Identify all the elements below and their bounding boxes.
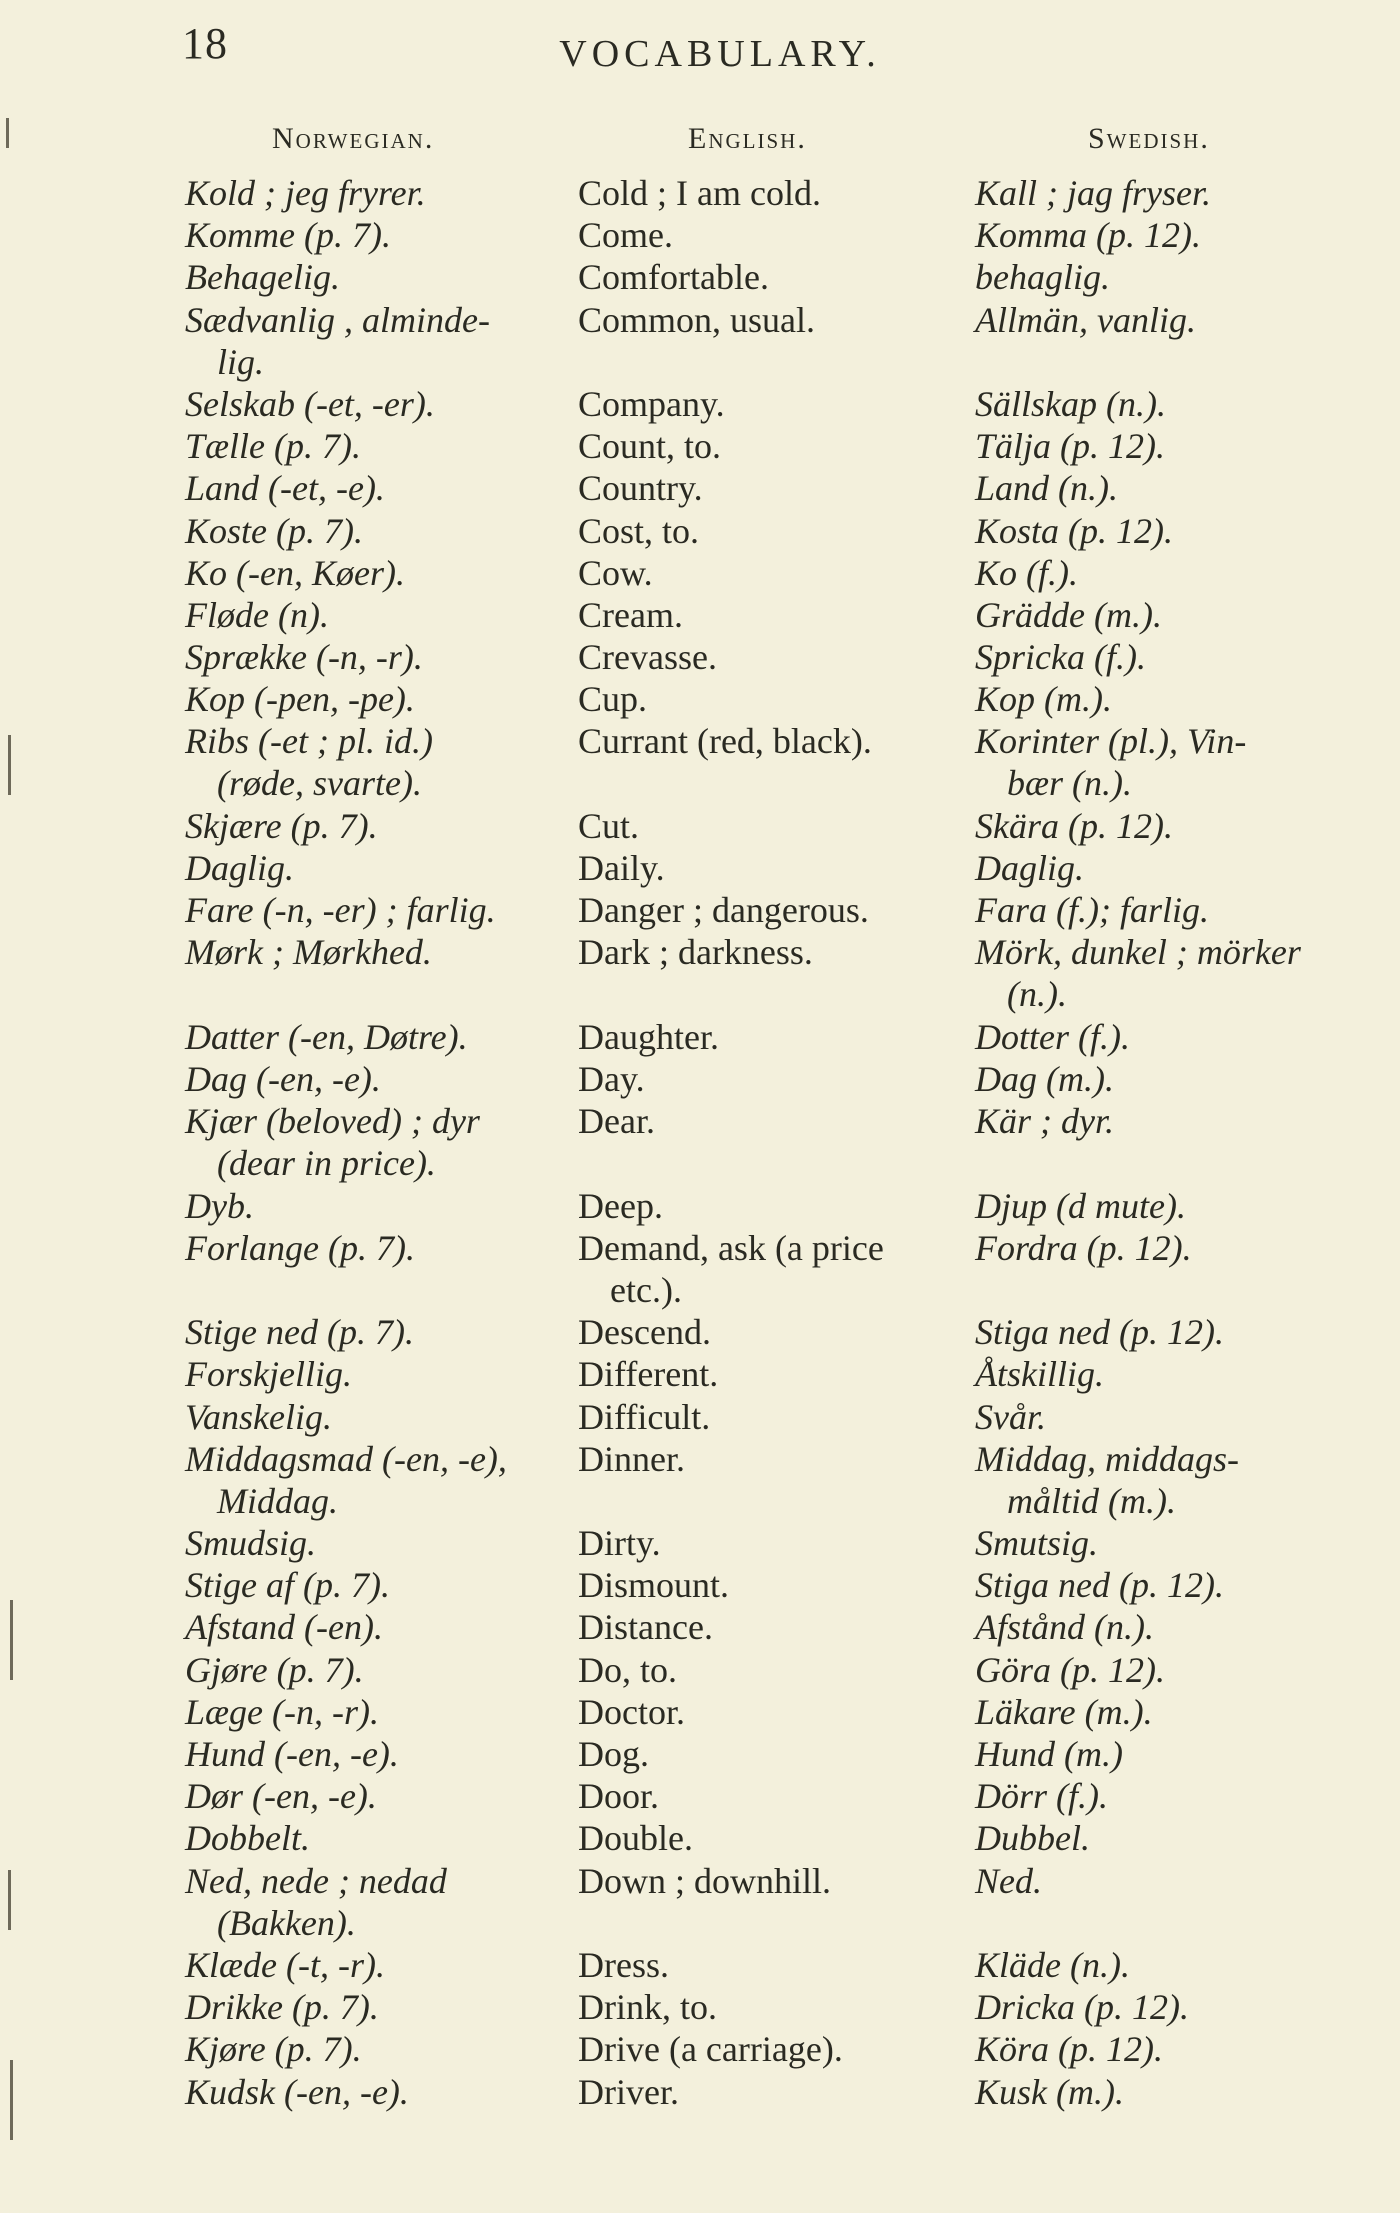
english-term-line: Comfortable. — [578, 257, 769, 298]
swedish-term-continuation: måltid (m.). — [1007, 1480, 1176, 1521]
swedish-term — [975, 847, 1355, 889]
english-term — [578, 636, 968, 678]
english-term — [578, 1564, 968, 1606]
scan-mark — [6, 118, 9, 148]
swedish-term — [975, 214, 1355, 256]
swedish-term — [975, 1775, 1355, 1817]
swedish-term-line: Mörk, dunkel ; mörker — [975, 932, 1301, 973]
norwegian-term-line: Komme (p. 7). — [185, 215, 391, 256]
english-term-line: Drive (a carriage). — [578, 2029, 843, 2070]
norwegian-term — [185, 256, 565, 298]
swedish-term-line: Göra (p. 12). — [975, 1649, 1165, 1690]
english-term — [578, 299, 968, 341]
english-term-line: Double. — [578, 1818, 693, 1859]
english-term-line: Different. — [578, 1354, 719, 1395]
swedish-term-line: Afstånd (n.). — [975, 1607, 1154, 1648]
norwegian-term — [185, 805, 565, 847]
column-header-norwegian: Norwegian. — [272, 122, 435, 155]
norwegian-term-line: Kjøre (p. 7). — [185, 2029, 362, 2070]
swedish-term-line: Kosta (p. 12). — [975, 510, 1173, 551]
running-head: VOCABULARY. — [559, 33, 881, 75]
swedish-term — [975, 889, 1355, 931]
english-term — [578, 425, 968, 467]
english-term — [578, 172, 968, 214]
swedish-term-line: Sällskap (n.). — [975, 383, 1166, 424]
english-term-line: Dark ; darkness. — [578, 932, 813, 973]
vocabulary-row — [0, 1311, 1400, 1353]
english-term — [578, 1058, 968, 1100]
vocabulary-row — [0, 1185, 1400, 1227]
english-term — [578, 256, 968, 298]
english-term-line: Come. — [578, 215, 673, 256]
swedish-term — [975, 1058, 1355, 1100]
english-term — [578, 1691, 968, 1733]
norwegian-term-line: Middagsmad (-en, -e), — [185, 1438, 507, 1479]
english-term-line: Doctor. — [578, 1691, 685, 1732]
norwegian-term-line: Tælle (p. 7). — [185, 426, 361, 467]
english-term-line: Driver. — [578, 2071, 679, 2112]
english-term — [578, 1649, 968, 1691]
swedish-term-line: Daglig. — [975, 848, 1085, 889]
norwegian-term-continuation: Middag. — [217, 1480, 338, 1521]
vocabulary-row — [0, 467, 1400, 509]
swedish-term-line: Allmän, vanlig. — [975, 299, 1196, 340]
vocabulary-row — [0, 1100, 1400, 1184]
vocabulary-row — [0, 1733, 1400, 1775]
english-term-line: Deep. — [578, 1185, 663, 1226]
norwegian-term — [185, 1986, 565, 2028]
english-term — [578, 678, 968, 720]
english-term — [578, 1775, 968, 1817]
vocabulary-row — [0, 678, 1400, 720]
vocabulary-list — [0, 172, 1400, 2113]
norwegian-term — [185, 1606, 565, 1648]
english-term-line: Drink, to. — [578, 1987, 717, 2028]
scan-mark — [8, 735, 11, 795]
english-term-line: Cup. — [578, 679, 648, 720]
vocabulary-row — [0, 1522, 1400, 1564]
vocabulary-row — [0, 425, 1400, 467]
scan-mark — [8, 1870, 11, 1930]
norwegian-term — [185, 847, 565, 889]
swedish-term — [975, 1606, 1355, 1648]
vocabulary-row — [0, 1775, 1400, 1817]
norwegian-term-line: Hund (-en, -e). — [185, 1734, 399, 1775]
english-term-line: Dog. — [578, 1734, 649, 1775]
english-term-line: Cut. — [578, 805, 640, 846]
english-term-line: Daughter. — [578, 1016, 719, 1057]
vocabulary-row — [0, 931, 1400, 1015]
swedish-term — [975, 1649, 1355, 1691]
norwegian-term — [185, 636, 565, 678]
norwegian-term — [185, 1564, 565, 1606]
norwegian-term-line: Afstand (-en). — [185, 1607, 383, 1648]
swedish-term-line: Middag, middags- — [975, 1438, 1239, 1479]
vocabulary-row — [0, 256, 1400, 298]
vocabulary-row — [0, 1860, 1400, 1944]
vocabulary-row — [0, 1227, 1400, 1311]
english-term — [578, 383, 968, 425]
english-term-line: Demand, ask (a price — [578, 1227, 884, 1268]
vocabulary-row — [0, 1944, 1400, 1986]
swedish-term-line: Köra (p. 12). — [975, 2029, 1163, 2070]
swedish-term-line: Dörr (f.). — [975, 1776, 1108, 1817]
swedish-term — [975, 805, 1355, 847]
norwegian-term — [185, 1860, 565, 1944]
english-term-line: Danger ; dangerous. — [578, 890, 869, 931]
swedish-term — [975, 1396, 1355, 1438]
norwegian-term-continuation: (Bakken). — [217, 1902, 356, 1943]
english-term — [578, 2071, 968, 2113]
vocabulary-row — [0, 720, 1400, 804]
page-number: 18 — [182, 19, 228, 68]
english-term-line: Do, to. — [578, 1649, 677, 1690]
swedish-term — [975, 1016, 1355, 1058]
norwegian-term — [185, 552, 565, 594]
vocabulary-row — [0, 510, 1400, 552]
swedish-term — [975, 299, 1355, 341]
norwegian-term — [185, 1691, 565, 1733]
vocabulary-row — [0, 1691, 1400, 1733]
norwegian-term — [185, 1733, 565, 1775]
vocabulary-row — [0, 552, 1400, 594]
swedish-term — [975, 1100, 1355, 1142]
vocabulary-row — [0, 1606, 1400, 1648]
english-term-line: Descend. — [578, 1312, 711, 1353]
swedish-term-line: Kall ; jag fryser. — [975, 173, 1212, 213]
norwegian-term — [185, 299, 565, 383]
english-term — [578, 889, 968, 931]
norwegian-term-line: Skjære (p. 7). — [185, 805, 378, 846]
english-term — [578, 1227, 968, 1311]
english-term — [578, 467, 968, 509]
swedish-term — [975, 552, 1355, 594]
swedish-term-line: Kär ; dyr. — [975, 1101, 1115, 1142]
english-term — [578, 1733, 968, 1775]
vocabulary-row — [0, 1016, 1400, 1058]
vocabulary-row — [0, 299, 1400, 383]
english-term-line: Dress. — [578, 1944, 669, 1985]
norwegian-term — [185, 2028, 565, 2070]
english-term — [578, 2028, 968, 2070]
english-term — [578, 1606, 968, 1648]
norwegian-term — [185, 889, 565, 931]
norwegian-term-line: Forskjellig. — [185, 1354, 352, 1395]
norwegian-term-line: Dobbelt. — [185, 1818, 310, 1859]
swedish-term — [975, 1944, 1355, 1986]
swedish-term — [975, 425, 1355, 467]
swedish-term — [975, 1860, 1355, 1902]
norwegian-term — [185, 678, 565, 720]
english-term-line: Cow. — [578, 552, 653, 593]
english-term-line: Common, usual. — [578, 299, 816, 340]
norwegian-term — [185, 1100, 565, 1184]
english-term — [578, 1817, 968, 1859]
vocabulary-row — [0, 1986, 1400, 2028]
english-term — [578, 1522, 968, 1564]
norwegian-term-line: Koste (p. 7). — [185, 510, 363, 551]
norwegian-term-line: Stige af (p. 7). — [185, 1565, 390, 1606]
english-term — [578, 1396, 968, 1438]
english-term-continuation: etc.). — [610, 1269, 682, 1310]
norwegian-term — [185, 1522, 565, 1564]
english-term — [578, 1185, 968, 1227]
english-term-line: Crevasse. — [578, 637, 717, 678]
english-term-line: Cold ; I am cold. — [578, 173, 821, 213]
vocabulary-row — [0, 1564, 1400, 1606]
swedish-term — [975, 594, 1355, 636]
swedish-term-line: behaglig. — [975, 257, 1110, 298]
swedish-term-line: Land (n.). — [975, 468, 1118, 509]
vocabulary-row — [0, 805, 1400, 847]
norwegian-term-line: Kjær (beloved) ; dyr — [185, 1101, 480, 1142]
norwegian-term — [185, 172, 565, 214]
swedish-term-line: Dubbel. — [975, 1818, 1090, 1859]
swedish-term-line: Stiga ned (p. 12). — [975, 1565, 1224, 1606]
norwegian-term-line: Selskab (-et, -er). — [185, 383, 435, 424]
english-term — [578, 510, 968, 552]
english-term — [578, 931, 968, 973]
english-term — [578, 1311, 968, 1353]
english-term-line: Currant (red, black). — [578, 721, 872, 762]
norwegian-term-line: Kop (-pen, -pe). — [185, 679, 415, 720]
vocabulary-row — [0, 1649, 1400, 1691]
norwegian-term-line: Fare (-n, -er) ; farlig. — [185, 890, 496, 931]
swedish-term-line: Dag (m.). — [975, 1058, 1114, 1099]
norwegian-term — [185, 2071, 565, 2113]
english-term-line: Dinner. — [578, 1438, 685, 1479]
norwegian-term — [185, 594, 565, 636]
norwegian-term-line: Forlange (p. 7). — [185, 1227, 415, 1268]
norwegian-term-line: Dyb. — [185, 1185, 254, 1226]
norwegian-term — [185, 1311, 565, 1353]
english-term — [578, 1100, 968, 1142]
english-term-line: Dirty. — [578, 1523, 661, 1564]
norwegian-term-line: Sædvanlig , alminde- — [185, 299, 490, 340]
english-term-line: Down ; downhill. — [578, 1860, 832, 1901]
norwegian-term-line: Ned, nede ; nedad — [185, 1860, 447, 1901]
norwegian-term-continuation: lig. — [217, 341, 265, 382]
norwegian-term — [185, 1944, 565, 1986]
norwegian-term-line: Kudsk (-en, -e). — [185, 2071, 409, 2112]
norwegian-term-continuation: (dear in price). — [217, 1143, 436, 1184]
swedish-term-line: Kläde (n.). — [975, 1944, 1130, 1985]
swedish-term-line: Kop (m.). — [975, 679, 1112, 720]
swedish-term — [975, 720, 1355, 804]
norwegian-term — [185, 1058, 565, 1100]
swedish-term-line: Hund (m.) — [975, 1734, 1123, 1775]
norwegian-term — [185, 1817, 565, 1859]
swedish-term-line: Ko (f.). — [975, 552, 1078, 593]
english-term — [578, 847, 968, 889]
swedish-term — [975, 467, 1355, 509]
swedish-term — [975, 1817, 1355, 1859]
english-term-line: Count, to. — [578, 426, 722, 467]
swedish-term — [975, 510, 1355, 552]
norwegian-term — [185, 1353, 565, 1395]
english-term-line: Cost, to. — [578, 510, 700, 551]
norwegian-term — [185, 720, 565, 804]
english-term — [578, 552, 968, 594]
swedish-term — [975, 1564, 1355, 1606]
swedish-term-line: Korinter (pl.), Vin- — [975, 721, 1247, 762]
norwegian-term-line: Ribs (-et ; pl. id.) — [185, 721, 433, 762]
vocabulary-row — [0, 1396, 1400, 1438]
norwegian-term — [185, 1185, 565, 1227]
norwegian-term — [185, 1396, 565, 1438]
norwegian-term — [185, 467, 565, 509]
swedish-term-line: Kusk (m.). — [975, 2071, 1124, 2112]
norwegian-term-line: Læge (-n, -r). — [185, 1691, 379, 1732]
scan-mark — [10, 2060, 13, 2140]
norwegian-term-line: Datter (-en, Døtre). — [185, 1016, 468, 1057]
scan-mark — [10, 1600, 13, 1680]
english-term — [578, 1944, 968, 1986]
norwegian-term — [185, 425, 565, 467]
swedish-term — [975, 1733, 1355, 1775]
vocabulary-row — [0, 214, 1400, 256]
swedish-term — [975, 2028, 1355, 2070]
swedish-term-line: Fara (f.); farlig. — [975, 890, 1209, 931]
swedish-term-line: Grädde (m.). — [975, 594, 1162, 635]
vocabulary-row — [0, 383, 1400, 425]
norwegian-term — [185, 510, 565, 552]
norwegian-term-line: Fløde (n). — [185, 594, 329, 635]
swedish-term-line: Fordra (p. 12). — [975, 1227, 1192, 1268]
norwegian-term-line: Dør (-en, -e). — [185, 1776, 377, 1817]
english-term-line: Cream. — [578, 594, 683, 635]
swedish-term-line: Smutsig. — [975, 1523, 1099, 1564]
norwegian-term-line: Dag (-en, -e). — [185, 1058, 381, 1099]
vocabulary-row — [0, 2028, 1400, 2070]
norwegian-term-line: Gjøre (p. 7). — [185, 1649, 364, 1690]
swedish-term-line: Komma (p. 12). — [975, 215, 1201, 256]
swedish-term — [975, 1227, 1355, 1269]
swedish-term-line: Djup (d mute). — [975, 1185, 1186, 1226]
swedish-term — [975, 1353, 1355, 1395]
norwegian-term-line: Kold ; jeg fryrer. — [185, 173, 426, 213]
norwegian-term — [185, 931, 565, 973]
swedish-term-continuation: (n.). — [1007, 974, 1067, 1015]
norwegian-term-line: Smudsig. — [185, 1523, 317, 1564]
norwegian-term-line: Drikke (p. 7). — [185, 1987, 379, 2028]
english-term — [578, 1016, 968, 1058]
swedish-term — [975, 678, 1355, 720]
english-term-line: Difficult. — [578, 1396, 711, 1437]
english-term — [578, 1438, 968, 1480]
swedish-term — [975, 1311, 1355, 1353]
english-term-line: Company. — [578, 383, 725, 424]
norwegian-term — [185, 1649, 565, 1691]
english-term — [578, 214, 968, 256]
english-term — [578, 805, 968, 847]
swedish-term-line: Tälja (p. 12). — [975, 426, 1166, 467]
swedish-term — [975, 1185, 1355, 1227]
vocabulary-row — [0, 2071, 1400, 2113]
english-term — [578, 1353, 968, 1395]
norwegian-term-line: Klæde (-t, -r). — [185, 1944, 385, 1985]
vocabulary-row — [0, 1058, 1400, 1100]
column-header-swedish: Swedish. — [1088, 122, 1210, 155]
vocabulary-row — [0, 847, 1400, 889]
norwegian-term — [185, 1775, 565, 1817]
english-term-line: Daily. — [578, 848, 665, 889]
swedish-term — [975, 1691, 1355, 1733]
english-term-line: Day. — [578, 1058, 645, 1099]
swedish-term-line: Skära (p. 12). — [975, 805, 1173, 846]
swedish-term — [975, 383, 1355, 425]
swedish-term-line: Dricka (p. 12). — [975, 1987, 1189, 2028]
vocabulary-row — [0, 1438, 1400, 1522]
vocabulary-row — [0, 889, 1400, 931]
norwegian-term-line: Ko (-en, Køer). — [185, 552, 405, 593]
norwegian-term — [185, 1016, 565, 1058]
norwegian-term-line: Daglig. — [185, 848, 295, 889]
swedish-term — [975, 1986, 1355, 2028]
swedish-term-line: Dotter (f.). — [975, 1016, 1130, 1057]
english-term-line: Country. — [578, 468, 703, 509]
swedish-term-line: Spricka (f.). — [975, 637, 1146, 678]
norwegian-term-line: Behagelig. — [185, 257, 340, 298]
swedish-term-line: Stiga ned (p. 12). — [975, 1312, 1224, 1353]
vocabulary-row — [0, 594, 1400, 636]
english-term — [578, 594, 968, 636]
vocabulary-row — [0, 636, 1400, 678]
swedish-term-line: Åtskillig. — [975, 1354, 1104, 1395]
swedish-term — [975, 1438, 1355, 1522]
swedish-term-line: Ned. — [975, 1860, 1042, 1901]
english-term — [578, 720, 968, 762]
english-term-line: Distance. — [578, 1607, 713, 1648]
swedish-term — [975, 931, 1355, 1015]
vocabulary-row — [0, 1817, 1400, 1859]
swedish-term-line: Svår. — [975, 1396, 1046, 1437]
column-header-english: English. — [688, 122, 807, 155]
swedish-term — [975, 2071, 1355, 2113]
swedish-term — [975, 172, 1355, 214]
swedish-term — [975, 1522, 1355, 1564]
norwegian-term-line: Vanskelig. — [185, 1396, 332, 1437]
norwegian-term-line: Mørk ; Mørkhed. — [185, 932, 432, 973]
norwegian-term — [185, 1227, 565, 1269]
norwegian-term-line: Stige ned (p. 7). — [185, 1312, 414, 1353]
swedish-term — [975, 256, 1355, 298]
vocabulary-row — [0, 172, 1400, 214]
norwegian-term — [185, 383, 565, 425]
norwegian-term — [185, 214, 565, 256]
english-term-line: Dismount. — [578, 1565, 730, 1606]
english-term-line: Dear. — [578, 1101, 655, 1142]
norwegian-term-continuation: (røde, svarte). — [217, 763, 422, 804]
vocabulary-row — [0, 1353, 1400, 1395]
norwegian-term-line: Land (-et, -e). — [185, 468, 385, 509]
english-term — [578, 1860, 968, 1902]
swedish-term-line: Läkare (m.). — [975, 1691, 1153, 1732]
norwegian-term-line: Sprække (-n, -r). — [185, 637, 423, 678]
norwegian-term — [185, 1438, 565, 1522]
swedish-term — [975, 636, 1355, 678]
swedish-term-continuation: bær (n.). — [1007, 763, 1132, 804]
english-term — [578, 1986, 968, 2028]
english-term-line: Door. — [578, 1776, 659, 1817]
